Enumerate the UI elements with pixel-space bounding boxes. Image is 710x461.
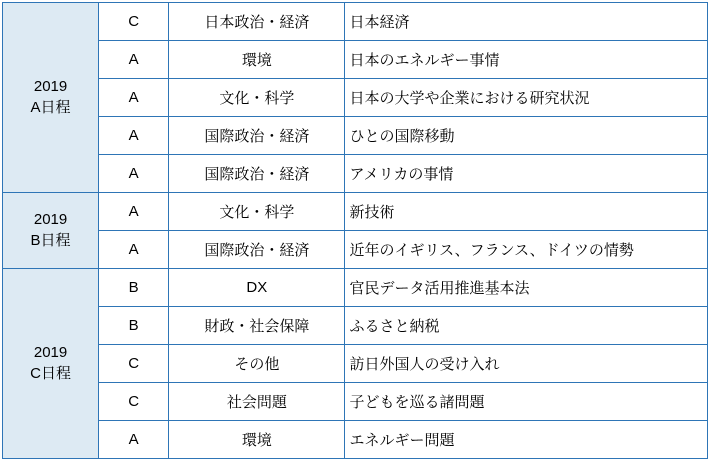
field-cell: 環境 — [169, 421, 345, 459]
term-cell — [3, 3, 99, 193]
level-cell: C — [99, 345, 169, 383]
field-cell: 国際政治・経済 — [169, 117, 345, 155]
topic-cell: 近年のイギリス、フランス、ドイツの情勢 — [345, 231, 708, 269]
field-cell: 社会問題 — [169, 383, 345, 421]
field-cell: 日本政治・経済 — [169, 3, 345, 41]
table-row — [3, 383, 708, 421]
term-schedule: C日程 — [30, 364, 71, 382]
topic-cell: 日本の大学や企業における研究状況 — [345, 79, 708, 117]
topic-cell: ふるさと納税 — [345, 307, 708, 345]
level-cell: A — [99, 79, 169, 117]
term-year: 2019 — [33, 344, 68, 362]
level-cell: A — [99, 193, 169, 231]
term-year: 2019 — [33, 78, 68, 96]
term-cell — [3, 269, 99, 459]
field-cell: 国際政治・経済 — [169, 155, 345, 193]
table-row — [3, 3, 708, 41]
field-cell: 文化・科学 — [169, 193, 345, 231]
exam-topics-table — [2, 2, 708, 459]
topic-cell: 官民データ活用推進基本法 — [345, 269, 708, 307]
topic-cell: 訪日外国人の受け入れ — [345, 345, 708, 383]
level-cell: A — [99, 155, 169, 193]
table-row — [3, 41, 708, 79]
table-row — [3, 421, 708, 459]
level-cell: B — [99, 307, 169, 345]
topic-cell: 日本経済 — [345, 3, 708, 41]
table-row — [3, 345, 708, 383]
topic-cell: ひとの国際移動 — [345, 117, 708, 155]
topic-cell: 新技術 — [345, 193, 708, 231]
field-cell: 国際政治・経済 — [169, 231, 345, 269]
field-cell: 環境 — [169, 41, 345, 79]
topic-cell: 日本のエネルギー事情 — [345, 41, 708, 79]
table-row — [3, 231, 708, 269]
level-cell: A — [99, 117, 169, 155]
topic-cell: 子どもを巡る諸問題 — [345, 383, 708, 421]
table-row — [3, 307, 708, 345]
exam-topics-table-container — [0, 2, 710, 461]
term-cell — [3, 193, 99, 269]
table-body — [3, 3, 708, 459]
level-cell: A — [99, 421, 169, 459]
level-cell: C — [99, 383, 169, 421]
field-cell: 財政・社会保障 — [169, 307, 345, 345]
field-cell: その他 — [169, 345, 345, 383]
topic-cell: エネルギー問題 — [345, 421, 708, 459]
level-cell: C — [99, 3, 169, 41]
topic-cell: アメリカの事情 — [345, 155, 708, 193]
level-cell: A — [99, 41, 169, 79]
term-schedule: B日程 — [30, 231, 71, 249]
table-row — [3, 193, 708, 231]
table-row — [3, 117, 708, 155]
term-schedule: A日程 — [30, 98, 71, 116]
level-cell: A — [99, 231, 169, 269]
field-cell: 文化・科学 — [169, 79, 345, 117]
field-cell: DX — [169, 269, 345, 307]
table-row — [3, 79, 708, 117]
table-row — [3, 269, 708, 307]
level-cell: B — [99, 269, 169, 307]
term-year: 2019 — [33, 211, 68, 229]
table-row — [3, 155, 708, 193]
